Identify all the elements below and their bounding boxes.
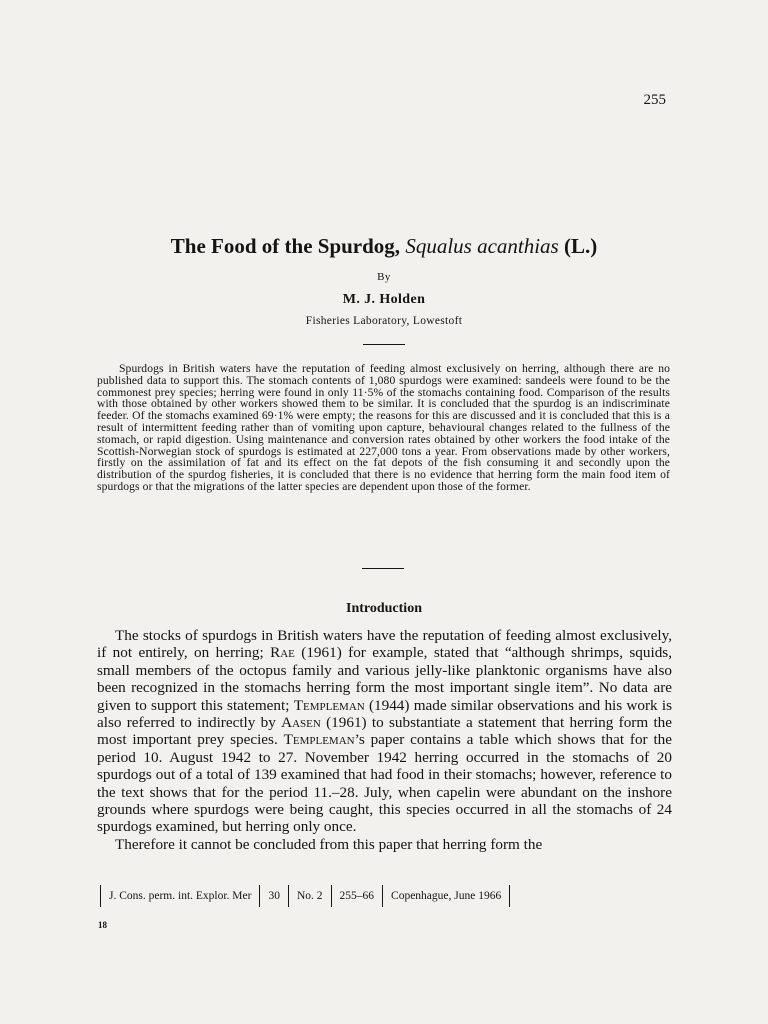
citation-journal: J. Cons. perm. int. Explor. Mer [100, 885, 259, 907]
author-citation-aasen: Aasen [281, 714, 321, 732]
text-run: (1944) made similar observations and his work is also referred to indirectly by [97, 696, 672, 732]
text-run: (1961) to substantiate a statement that herring form the most important prey species. [97, 714, 673, 749]
author-citation-templeman: Templeman [293, 696, 365, 714]
page-number: 255 [643, 92, 666, 108]
text-run: The stocks of spurdogs in British waters have the reputation of feeding almost exclusively, if not entirely, on herring; [97, 627, 672, 662]
text-run: ’s paper contains a table which shows that for the period 10. August 1942 to 27. November 1942 herring occurred in the stomachs of 20 spurdogs out of a total of 139 examined that had food in their stomachs; however, reference to the text shows that for the period 11.–28. July, when capelin were abundant on the inshore grounds where spurdogs were being caught, this species occurred in all the stomachs of 24 spurdogs examined, but herring only once. [97, 731, 673, 836]
introduction-paragraph-1 [97, 627, 672, 836]
citation-volume: 30 [259, 885, 288, 907]
title-main: The Food of the Spurdog, [170, 234, 401, 258]
author-citation-rae: Rae [270, 644, 295, 662]
title-divider [363, 344, 405, 345]
author-affiliation: Fisheries Laboratory, Lowestoft [305, 315, 463, 327]
introduction-paragraph-2: Therefore it cannot be concluded from this paper that herring form the [115, 835, 543, 853]
title-species: Squalus acanthias [405, 234, 559, 258]
citation-place-date: Copenhague, June 1966 [382, 885, 510, 907]
citation-pages: 255–66 [331, 885, 383, 907]
text-run: (1961) for example, stated that “although shrimps, squids, small members of the octopus family and various jelly-like planktonic organisms have also been recognized in the stomachs herring form the most important single item”. No data are given to support this statement; [97, 644, 672, 714]
introduction-body [97, 627, 672, 853]
section-heading-introduction: Introduction [346, 601, 422, 616]
abstract-divider [362, 568, 404, 569]
sheet-number: 18 [98, 920, 107, 930]
citation-issue: No. 2 [288, 885, 331, 907]
title-authority: (L.) [563, 234, 598, 258]
byline-label: By [377, 271, 391, 283]
journal-citation-bar [100, 885, 670, 907]
author-citation-templeman: Templeman [283, 731, 355, 749]
author-name: M. J. Holden [342, 292, 426, 307]
paper-title [0, 234, 768, 259]
abstract: Spurdogs in British waters have the reputation of feeding almost exclusively on herring, although there are no published data to support this. The stomach contents of 1,080 spurdogs were examined: sandeels were found to be the commonest prey species; herring were found in only 11·5% of the stomachs containing food. Comparison of the results with those obtained by other workers showed them to be similar. It is concluded that the spurdog is an indiscriminate feeder. Of the stomachs examined 69·1% were empty; the reasons for this are discussed and it is concluded that this is a result of intermittent feeding rather than of vomiting upon capture, behavioural changes related to the fullness of the stomach, or rapid digestion. Using maintenance and conversion rates obtained by other workers the food intake of the Scottish-Norwegian stock of spurdogs is estimated at 227,000 tons a year. From observations made by other workers, firstly on the assimilation of fat and its effect on the fat depots of the fish consuming it and secondly upon the distribution of the spurdog fisheries, it is concluded that there is no evidence that herring form the main food item of spurdogs or that the migrations of the latter species are dependent upon those of the former. [97, 362, 670, 493]
